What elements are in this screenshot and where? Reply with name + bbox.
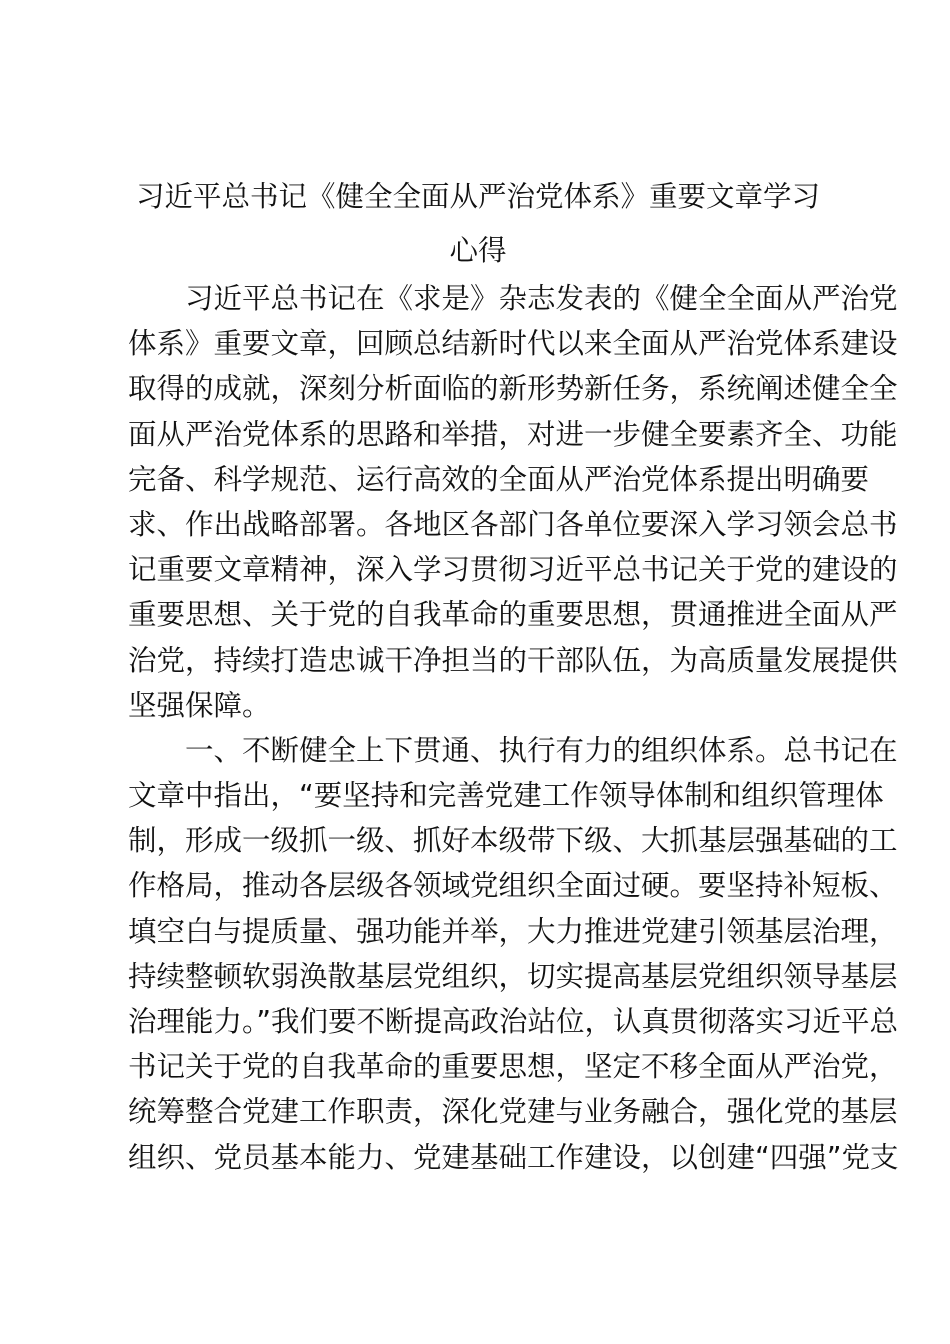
paragraph-line: 治党，持续打造忠诚干净担当的干部队伍，为高质量发展提供 [128, 643, 898, 677]
paragraph-line: 取得的成就，深刻分析面临的新形势新任务，系统阐述健全全 [128, 372, 898, 406]
document-title [128, 170, 828, 278]
paragraph-line: 书记关于党的自我革命的重要思想，坚定不移全面从严治党， [128, 1050, 898, 1084]
paragraph-section-one [128, 728, 899, 1180]
paragraph-line: 统筹整合党建工作职责，深化党建与业务融合，强化党的基层 [128, 1095, 898, 1129]
paragraph-line: 一、不断健全上下贯通、执行有力的组织体系。总书记在 [185, 733, 898, 767]
paragraph-line: 求、作出战略部署。各地区各部门各单位要深入学习领会总书 [128, 507, 898, 541]
paragraph-intro [128, 276, 898, 728]
paragraph-line: 体系》重要文章，回顾总结新时代以来全面从严治党体系建设 [128, 327, 898, 361]
paragraph-line: 文章中指出，“要坚持和完善党建工作领导体制和组织管理体 [128, 779, 884, 813]
title-line: 心得 [449, 234, 507, 267]
title-line: 习近平总书记《健全全面从严治党体系》重要文章学习 [135, 180, 820, 213]
paragraph-line: 记重要文章精神，深入学习贯彻习近平总书记关于党的建设的 [128, 553, 898, 587]
paragraph-line: 面从严治党体系的思路和举措，对进一步健全要素齐全、功能 [128, 417, 898, 451]
paragraph-line: 作格局，推动各层级各领域党组织全面过硬。要坚持补短板、 [128, 869, 898, 903]
paragraph-line: 制，形成一级抓一级、抓好本级带下级、大抓基层强基础的工 [128, 824, 898, 858]
paragraph-line: 持续整顿软弱涣散基层党组织，切实提高基层党组织领导基层 [128, 959, 898, 993]
document-body [128, 276, 899, 1180]
paragraph-line: 完备、科学规范、运行高效的全面从严治党体系提出明确要 [128, 462, 870, 496]
paragraph-line: 坚强保障。 [128, 688, 271, 722]
paragraph-line: 习近平总书记在《求是》杂志发表的《健全全面从严治党 [185, 282, 898, 315]
paragraph-line: 治理能力。”我们要不断提高政治站位，认真贯彻落实习近平总 [128, 1005, 899, 1038]
paragraph-line: 组织、党员基本能力、党建基础工作建设，以创建“四强”党支 [128, 1140, 899, 1174]
paragraph-line: 重要思想、关于党的自我革命的重要思想，贯通推进全面从严 [128, 598, 898, 632]
paragraph-line: 填空白与提质量、强功能并举，大力推进党建引领基层治理， [128, 914, 898, 948]
